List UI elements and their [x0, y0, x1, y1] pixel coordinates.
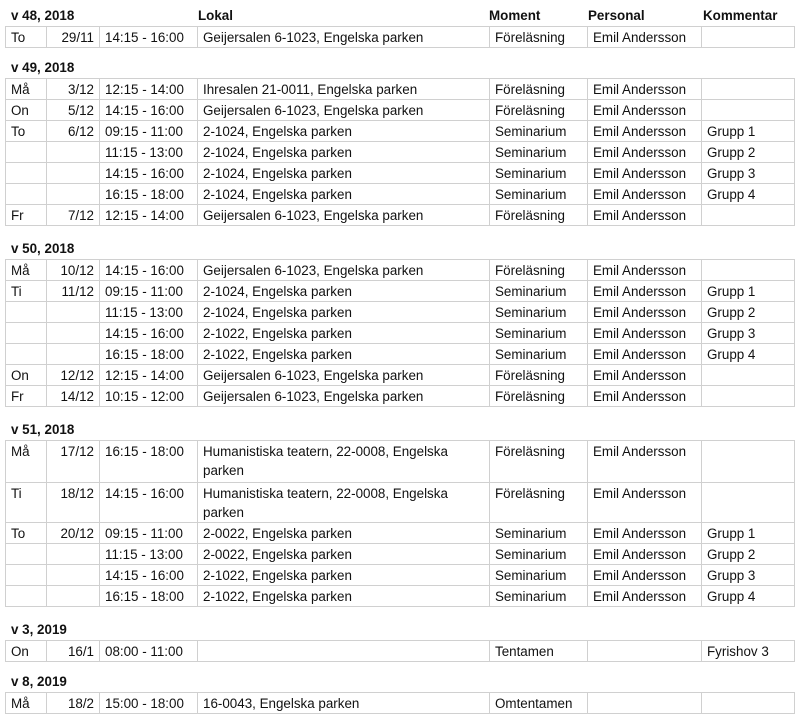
lokal-cell: Ihresalen 21-0011, Engelska parken: [198, 79, 490, 100]
date-cell: 6/12: [47, 121, 100, 142]
personal-cell: Emil Andersson: [588, 441, 702, 483]
kommentar-cell: Grupp 1: [702, 281, 795, 302]
day-cell: Ti: [6, 281, 47, 302]
moment-cell: Föreläsning: [490, 483, 588, 523]
personal-cell: Emil Andersson: [588, 121, 702, 142]
day-cell: Må: [6, 693, 47, 714]
day-cell: [6, 184, 47, 205]
table-row: [6, 483, 795, 523]
personal-cell: Emil Andersson: [588, 79, 702, 100]
week-table: [5, 692, 795, 714]
time-cell: 14:15 - 16:00: [100, 260, 198, 281]
time-cell: 14:15 - 16:00: [100, 483, 198, 523]
time-cell: 14:15 - 16:00: [100, 565, 198, 586]
day-cell: Fr: [6, 205, 47, 226]
lokal-cell: 2-1022, Engelska parken: [198, 344, 490, 365]
moment-cell: Seminarium: [490, 523, 588, 544]
lokal-cell: 2-1024, Engelska parken: [198, 163, 490, 184]
personal-cell: Emil Andersson: [588, 365, 702, 386]
table-row: [6, 586, 795, 607]
date-cell: [47, 323, 100, 344]
kommentar-cell: [702, 205, 795, 226]
kommentar-cell: Grupp 1: [702, 523, 795, 544]
kommentar-cell: Fyrishov 3: [702, 641, 795, 662]
lokal-cell: [198, 641, 490, 662]
date-cell: 12/12: [47, 365, 100, 386]
day-cell: [6, 302, 47, 323]
lokal-cell: 2-1022, Engelska parken: [198, 323, 490, 344]
time-cell: 10:15 - 12:00: [100, 386, 198, 407]
moment-cell: Tentamen: [490, 641, 588, 662]
day-cell: To: [6, 121, 47, 142]
personal-cell: Emil Andersson: [588, 344, 702, 365]
table-row: [6, 693, 795, 714]
date-cell: [47, 184, 100, 205]
table-row: [6, 344, 795, 365]
lokal-cell: 2-1022, Engelska parken: [198, 586, 490, 607]
table-row: [6, 641, 795, 662]
time-cell: 11:15 - 13:00: [100, 142, 198, 163]
date-cell: [47, 565, 100, 586]
lokal-cell: Humanistiska teatern, 22-0008, Engelska parken: [198, 441, 490, 483]
moment-cell: Seminarium: [490, 281, 588, 302]
moment-cell: Föreläsning: [490, 100, 588, 121]
week-title: v 49, 2018: [11, 60, 75, 75]
day-cell: Må: [6, 79, 47, 100]
time-cell: 16:15 - 18:00: [100, 184, 198, 205]
week-title: v 48, 2018: [11, 8, 75, 23]
personal-cell: [588, 693, 702, 714]
time-cell: 12:15 - 14:00: [100, 365, 198, 386]
table-row: [6, 523, 795, 544]
personal-cell: Emil Andersson: [588, 323, 702, 344]
date-cell: [47, 142, 100, 163]
time-cell: 12:15 - 14:00: [100, 79, 198, 100]
table-row: [6, 205, 795, 226]
week-title: v 3, 2019: [11, 622, 67, 637]
week-title: v 50, 2018: [11, 241, 75, 256]
day-cell: Ti: [6, 483, 47, 523]
day-cell: Må: [6, 260, 47, 281]
personal-cell: Emil Andersson: [588, 281, 702, 302]
personal-cell: Emil Andersson: [588, 302, 702, 323]
date-cell: 10/12: [47, 260, 100, 281]
time-cell: 11:15 - 13:00: [100, 544, 198, 565]
lokal-cell: 2-0022, Engelska parken: [198, 523, 490, 544]
personal-cell: Emil Andersson: [588, 544, 702, 565]
time-cell: 14:15 - 16:00: [100, 323, 198, 344]
moment-cell: Seminarium: [490, 142, 588, 163]
lokal-cell: Geijersalen 6-1023, Engelska parken: [198, 100, 490, 121]
time-cell: 15:00 - 18:00: [100, 693, 198, 714]
moment-cell: Seminarium: [490, 565, 588, 586]
personal-cell: Emil Andersson: [588, 565, 702, 586]
header-personal: Personal: [588, 8, 645, 23]
kommentar-cell: Grupp 3: [702, 323, 795, 344]
moment-cell: Seminarium: [490, 302, 588, 323]
personal-cell: Emil Andersson: [588, 27, 702, 48]
date-cell: [47, 544, 100, 565]
date-cell: 20/12: [47, 523, 100, 544]
week-title: v 51, 2018: [11, 422, 75, 437]
table-row: [6, 27, 795, 48]
date-cell: 5/12: [47, 100, 100, 121]
header-moment: Moment: [489, 8, 541, 23]
day-cell: [6, 142, 47, 163]
date-cell: 14/12: [47, 386, 100, 407]
personal-cell: Emil Andersson: [588, 163, 702, 184]
personal-cell: Emil Andersson: [588, 100, 702, 121]
lokal-cell: 2-1024, Engelska parken: [198, 184, 490, 205]
moment-cell: Föreläsning: [490, 205, 588, 226]
time-cell: 08:00 - 11:00: [100, 641, 198, 662]
date-cell: 29/11: [47, 27, 100, 48]
time-cell: 12:15 - 14:00: [100, 205, 198, 226]
header-kommentar: Kommentar: [703, 8, 778, 23]
moment-cell: Seminarium: [490, 544, 588, 565]
moment-cell: Föreläsning: [490, 79, 588, 100]
kommentar-cell: Grupp 4: [702, 586, 795, 607]
lokal-cell: 2-0022, Engelska parken: [198, 544, 490, 565]
kommentar-cell: [702, 693, 795, 714]
week-table: [5, 78, 795, 226]
table-row: [6, 441, 795, 483]
moment-cell: Seminarium: [490, 586, 588, 607]
lokal-cell: 2-1024, Engelska parken: [198, 281, 490, 302]
table-row: [6, 260, 795, 281]
day-cell: To: [6, 27, 47, 48]
moment-cell: Föreläsning: [490, 260, 588, 281]
lokal-cell: Geijersalen 6-1023, Engelska parken: [198, 260, 490, 281]
kommentar-cell: [702, 79, 795, 100]
kommentar-cell: [702, 100, 795, 121]
lokal-cell: Geijersalen 6-1023, Engelska parken: [198, 365, 490, 386]
date-cell: [47, 586, 100, 607]
day-cell: To: [6, 523, 47, 544]
moment-cell: Föreläsning: [490, 27, 588, 48]
kommentar-cell: Grupp 2: [702, 302, 795, 323]
date-cell: 18/2: [47, 693, 100, 714]
lokal-cell: Humanistiska teatern, 22-0008, Engelska parken: [198, 483, 490, 523]
personal-cell: [588, 641, 702, 662]
lokal-cell: 2-1024, Engelska parken: [198, 142, 490, 163]
personal-cell: Emil Andersson: [588, 142, 702, 163]
lokal-cell: Geijersalen 6-1023, Engelska parken: [198, 27, 490, 48]
moment-cell: Seminarium: [490, 323, 588, 344]
moment-cell: Seminarium: [490, 121, 588, 142]
time-cell: 09:15 - 11:00: [100, 281, 198, 302]
day-cell: [6, 544, 47, 565]
table-row: [6, 142, 795, 163]
personal-cell: Emil Andersson: [588, 523, 702, 544]
personal-cell: Emil Andersson: [588, 260, 702, 281]
week-table: [5, 640, 795, 662]
date-cell: 17/12: [47, 441, 100, 483]
kommentar-cell: Grupp 2: [702, 142, 795, 163]
kommentar-cell: [702, 365, 795, 386]
day-cell: [6, 323, 47, 344]
date-cell: 3/12: [47, 79, 100, 100]
column-header-row: [0, 4, 798, 26]
kommentar-cell: Grupp 2: [702, 544, 795, 565]
day-cell: [6, 163, 47, 184]
table-row: [6, 163, 795, 184]
day-cell: [6, 586, 47, 607]
moment-cell: Föreläsning: [490, 386, 588, 407]
lokal-cell: 2-1022, Engelska parken: [198, 565, 490, 586]
table-row: [6, 302, 795, 323]
table-row: [6, 544, 795, 565]
personal-cell: Emil Andersson: [588, 386, 702, 407]
date-cell: 16/1: [47, 641, 100, 662]
kommentar-cell: Grupp 3: [702, 565, 795, 586]
week-table: [5, 26, 795, 48]
table-row: [6, 121, 795, 142]
moment-cell: Seminarium: [490, 184, 588, 205]
time-cell: 16:15 - 18:00: [100, 586, 198, 607]
day-cell: [6, 344, 47, 365]
table-row: [6, 100, 795, 121]
day-cell: Må: [6, 441, 47, 483]
time-cell: 14:15 - 16:00: [100, 163, 198, 184]
date-cell: [47, 163, 100, 184]
day-cell: Fr: [6, 386, 47, 407]
kommentar-cell: Grupp 3: [702, 163, 795, 184]
date-cell: 7/12: [47, 205, 100, 226]
table-row: [6, 565, 795, 586]
personal-cell: Emil Andersson: [588, 586, 702, 607]
header-lokal: Lokal: [198, 8, 233, 23]
table-row: [6, 323, 795, 344]
week-table: [5, 259, 795, 407]
time-cell: 11:15 - 13:00: [100, 302, 198, 323]
time-cell: 16:15 - 18:00: [100, 344, 198, 365]
kommentar-cell: [702, 386, 795, 407]
kommentar-cell: Grupp 1: [702, 121, 795, 142]
kommentar-cell: Grupp 4: [702, 184, 795, 205]
personal-cell: Emil Andersson: [588, 205, 702, 226]
time-cell: 14:15 - 16:00: [100, 100, 198, 121]
table-row: [6, 184, 795, 205]
day-cell: On: [6, 365, 47, 386]
moment-cell: Föreläsning: [490, 365, 588, 386]
day-cell: On: [6, 641, 47, 662]
lokal-cell: 2-1024, Engelska parken: [198, 121, 490, 142]
kommentar-cell: Grupp 4: [702, 344, 795, 365]
day-cell: On: [6, 100, 47, 121]
moment-cell: Seminarium: [490, 344, 588, 365]
time-cell: 09:15 - 11:00: [100, 121, 198, 142]
lokal-cell: 16-0043, Engelska parken: [198, 693, 490, 714]
kommentar-cell: [702, 27, 795, 48]
week-title: v 8, 2019: [11, 674, 67, 689]
lokal-cell: Geijersalen 6-1023, Engelska parken: [198, 205, 490, 226]
lokal-cell: 2-1024, Engelska parken: [198, 302, 490, 323]
week-table: [5, 440, 795, 607]
personal-cell: Emil Andersson: [588, 483, 702, 523]
time-cell: 14:15 - 16:00: [100, 27, 198, 48]
day-cell: [6, 565, 47, 586]
kommentar-cell: [702, 483, 795, 523]
table-row: [6, 79, 795, 100]
date-cell: [47, 344, 100, 365]
table-row: [6, 365, 795, 386]
date-cell: 18/12: [47, 483, 100, 523]
table-row: [6, 281, 795, 302]
moment-cell: Seminarium: [490, 163, 588, 184]
date-cell: 11/12: [47, 281, 100, 302]
table-row: [6, 386, 795, 407]
lokal-cell: Geijersalen 6-1023, Engelska parken: [198, 386, 490, 407]
date-cell: [47, 302, 100, 323]
moment-cell: Omtentamen: [490, 693, 588, 714]
time-cell: 09:15 - 11:00: [100, 523, 198, 544]
kommentar-cell: [702, 441, 795, 483]
kommentar-cell: [702, 260, 795, 281]
personal-cell: Emil Andersson: [588, 184, 702, 205]
time-cell: 16:15 - 18:00: [100, 441, 198, 483]
moment-cell: Föreläsning: [490, 441, 588, 483]
